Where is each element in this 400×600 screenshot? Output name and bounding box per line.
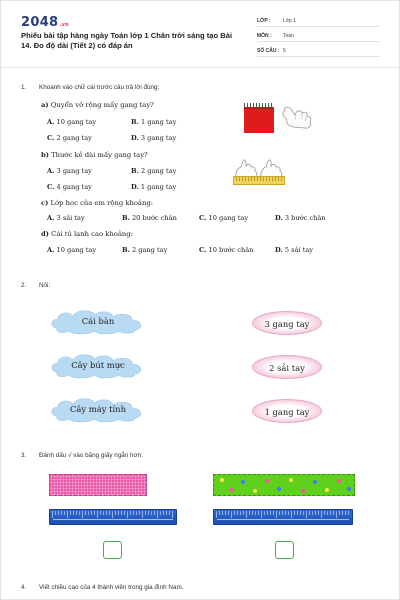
question-3-number: 3. (21, 452, 27, 459)
q1d-option-a[interactable]: A. 10 gang tay (47, 246, 97, 254)
question-3-text: Đánh dấu √ vào băng giấy ngắn hơn: (39, 452, 143, 459)
ruler-left-illustration (49, 509, 177, 525)
meta-class-value: Lớp 1 (283, 18, 297, 24)
question-1-number: 1. (21, 84, 27, 91)
match-left-2-label: Cây bút mực (71, 360, 125, 370)
meta-count-value: 5 (283, 48, 286, 54)
q1a-option-d[interactable]: D. 3 gang tay (131, 134, 177, 142)
match-right-3[interactable] (252, 399, 322, 423)
notebook-illustration (244, 107, 274, 133)
site-logo[interactable] (21, 15, 69, 30)
q1b-question: b) Thước kẻ dài mấy gang tay? (41, 151, 148, 159)
pink-paper-strip (49, 474, 147, 496)
q1a-option-a[interactable]: A. 10 gang tay (47, 118, 97, 126)
match-left-2[interactable] (49, 352, 147, 379)
question-2-text: Nối: (39, 282, 51, 289)
logo-suffix: .vn (59, 22, 70, 28)
question-4-text: Viết chiều cao của 4 thành viên trong gia đình Nam. (39, 584, 184, 591)
match-left-1[interactable] (49, 308, 147, 335)
meta-count (257, 45, 379, 57)
match-left-3[interactable] (49, 396, 147, 423)
match-left-1-label: Cái bàn (81, 316, 115, 326)
q1c-option-d[interactable]: D. 3 bước chân (275, 214, 326, 222)
meta-subject-value: Toán (283, 33, 294, 39)
q1b-option-c[interactable]: C. 4 gang tay (47, 183, 92, 191)
q1b-option-a[interactable]: A. 3 gang tay (47, 167, 92, 175)
q1c-option-a[interactable]: A. 3 sải tay (47, 214, 85, 222)
match-right-1[interactable] (252, 311, 322, 335)
match-right-2[interactable] (252, 355, 322, 379)
match-right-2-label: 2 sải tay (269, 363, 305, 373)
match-right-1-label: 3 gang tay (264, 319, 310, 329)
match-right-3-label: 1 gang tay (264, 407, 310, 417)
question-4-number: 4. (21, 584, 27, 591)
hand-span-icon (281, 105, 315, 133)
q1c-option-c[interactable]: C. 10 gang tay (199, 214, 249, 222)
q1a-option-b[interactable]: B. 1 gang tay (131, 118, 177, 126)
meta-class (257, 15, 379, 27)
question-2-number: 2. (21, 282, 27, 289)
question-1-text: Khoanh vào chữ cái trước câu trả lời đúng: (39, 84, 160, 91)
meta-subject-label: MÔN : (257, 33, 272, 39)
q1c-option-b[interactable]: B. 20 bước chân (122, 214, 177, 222)
wooden-ruler-illustration (233, 176, 285, 185)
answer-checkbox-right[interactable] (275, 541, 294, 559)
q1d-option-c[interactable]: C. 10 bước chân (199, 246, 254, 254)
q1b-option-d[interactable]: D. 1 gang tay (131, 183, 177, 191)
q1d-question: d) Cái tủ lạnh cao khoảng: (41, 230, 133, 238)
answer-checkbox-left[interactable] (103, 541, 122, 559)
green-paper-strip (213, 474, 355, 496)
logo-text: 2048 (21, 15, 59, 30)
header-divider (1, 67, 400, 68)
q1b-option-b[interactable]: B. 2 gang tay (131, 167, 177, 175)
q1d-option-b[interactable]: B. 2 gang tay (122, 246, 168, 254)
meta-subject (257, 30, 379, 42)
q1a-question: a) Quyển vở rộng mấy gang tay? (41, 101, 154, 109)
ruler-right-illustration (213, 509, 353, 525)
q1c-question: c) Lớp học của em rộng khoảng: (41, 199, 153, 207)
worksheet-title: Phiếu bài tập hàng ngày Toán lớp 1 Chân trời sáng tạo Bài 14. Đo độ dài (Tiết 2) có đáp án (21, 31, 233, 50)
q1a-option-c[interactable]: C. 2 gang tay (47, 134, 92, 142)
match-left-3-label: Cây máy tính (70, 404, 126, 414)
meta-class-label: LỚP : (257, 18, 271, 24)
meta-count-label: SỐ CÂU : (257, 48, 280, 54)
q1d-option-d[interactable]: D. 5 sải tay (275, 246, 314, 254)
